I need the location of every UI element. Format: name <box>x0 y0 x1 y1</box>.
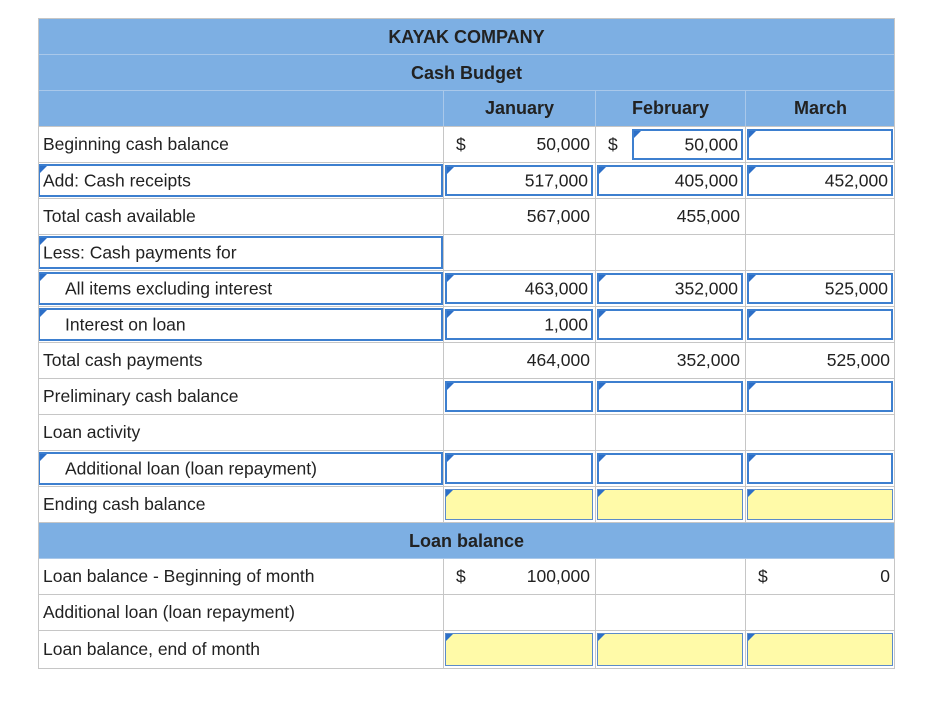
beginning-cash-jan-value: 50,000 <box>536 134 590 154</box>
month-february: February <box>595 91 745 126</box>
cash-receipts-mar-input[interactable]: 452,000 <box>747 165 893 196</box>
less-payments-label-input[interactable]: Less: Cash payments for <box>38 236 443 269</box>
currency-symbol: $ <box>758 566 768 586</box>
total-available-mar <box>745 199 895 234</box>
row-cash-receipts <box>38 163 895 199</box>
total-payments-feb: 352,000 <box>595 343 745 378</box>
currency-symbol: $ <box>456 134 466 154</box>
additional-loan-feb-input[interactable] <box>597 453 743 484</box>
row-label: Total cash available <box>43 206 196 226</box>
row-ending-cash <box>38 487 895 523</box>
interest-feb-input[interactable] <box>597 309 743 340</box>
loan-beginning-mar: 0 <box>880 566 890 586</box>
row-label: Loan activity <box>43 422 141 442</box>
row-all-items <box>38 271 895 307</box>
total-available-jan: 567,000 <box>443 199 595 234</box>
row-interest <box>38 307 895 343</box>
ending-cash-mar-input[interactable] <box>747 489 893 520</box>
beginning-cash-mar-input[interactable] <box>747 129 893 160</box>
budget-title: Cash Budget <box>38 55 895 91</box>
row-less-payments <box>38 235 895 271</box>
row-label: Loan balance - Beginning of month <box>43 566 315 586</box>
preliminary-feb-input[interactable] <box>597 381 743 412</box>
row-total-payments <box>38 343 895 379</box>
loan-beginning-jan: 100,000 <box>526 566 590 586</box>
preliminary-mar-input[interactable] <box>747 381 893 412</box>
row-loan-additional <box>38 595 895 631</box>
cash-receipts-label-input[interactable]: Add: Cash receipts <box>38 164 443 197</box>
ending-cash-feb-input[interactable] <box>597 489 743 520</box>
all-items-feb-input[interactable]: 352,000 <box>597 273 743 304</box>
table-border <box>38 18 39 669</box>
row-label: Preliminary cash balance <box>43 386 239 406</box>
beginning-cash-mar-cell <box>745 127 895 162</box>
row-label: Loan balance, end of month <box>43 639 260 659</box>
loan-end-feb-input[interactable] <box>597 633 743 666</box>
beginning-cash-jan <box>443 127 595 162</box>
row-total-available <box>38 199 895 235</box>
additional-loan-mar-input[interactable] <box>747 453 893 484</box>
additional-loan-label-input[interactable]: Additional loan (loan repayment) <box>38 452 443 485</box>
cash-receipts-jan-input[interactable]: 517,000 <box>445 165 593 196</box>
ending-cash-jan-input[interactable] <box>445 489 593 520</box>
row-label: Beginning cash balance <box>43 134 229 154</box>
loan-end-mar-input[interactable] <box>747 633 893 666</box>
all-items-label-input[interactable]: All items excluding interest <box>38 272 443 305</box>
beginning-cash-feb-cell <box>595 127 745 162</box>
row-label: Additional loan (loan repayment) <box>43 602 295 622</box>
row-additional-loan <box>38 451 895 487</box>
company-title: KAYAK COMPANY <box>38 19 895 55</box>
row-label: Total cash payments <box>43 350 203 370</box>
row-loan-beginning <box>38 559 895 595</box>
row-beginning-cash <box>38 127 895 163</box>
currency-symbol: $ <box>608 134 618 154</box>
currency-symbol: $ <box>456 566 466 586</box>
additional-loan-jan-input[interactable] <box>445 453 593 484</box>
interest-label-input[interactable]: Interest on loan <box>38 308 443 341</box>
total-available-feb: 455,000 <box>595 199 745 234</box>
all-items-mar-input[interactable]: 525,000 <box>747 273 893 304</box>
cash-receipts-feb-input[interactable]: 405,000 <box>597 165 743 196</box>
table-border <box>894 18 895 669</box>
all-items-jan-input[interactable]: 463,000 <box>445 273 593 304</box>
row-preliminary <box>38 379 895 415</box>
month-january: January <box>443 91 595 126</box>
interest-jan-input[interactable]: 1,000 <box>445 309 593 340</box>
beginning-cash-feb-input[interactable]: 50,000 <box>632 129 743 160</box>
month-header-row <box>38 91 895 127</box>
cash-budget-table <box>38 18 895 669</box>
total-payments-jan: 464,000 <box>443 343 595 378</box>
row-loan-end <box>38 631 895 669</box>
preliminary-jan-input[interactable] <box>445 381 593 412</box>
total-payments-mar: 525,000 <box>745 343 895 378</box>
month-march: March <box>745 91 895 126</box>
loan-end-jan-input[interactable] <box>445 633 593 666</box>
row-loan-activity <box>38 415 895 451</box>
loan-balance-title: Loan balance <box>38 523 895 559</box>
interest-mar-input[interactable] <box>747 309 893 340</box>
row-label: Ending cash balance <box>43 494 206 514</box>
